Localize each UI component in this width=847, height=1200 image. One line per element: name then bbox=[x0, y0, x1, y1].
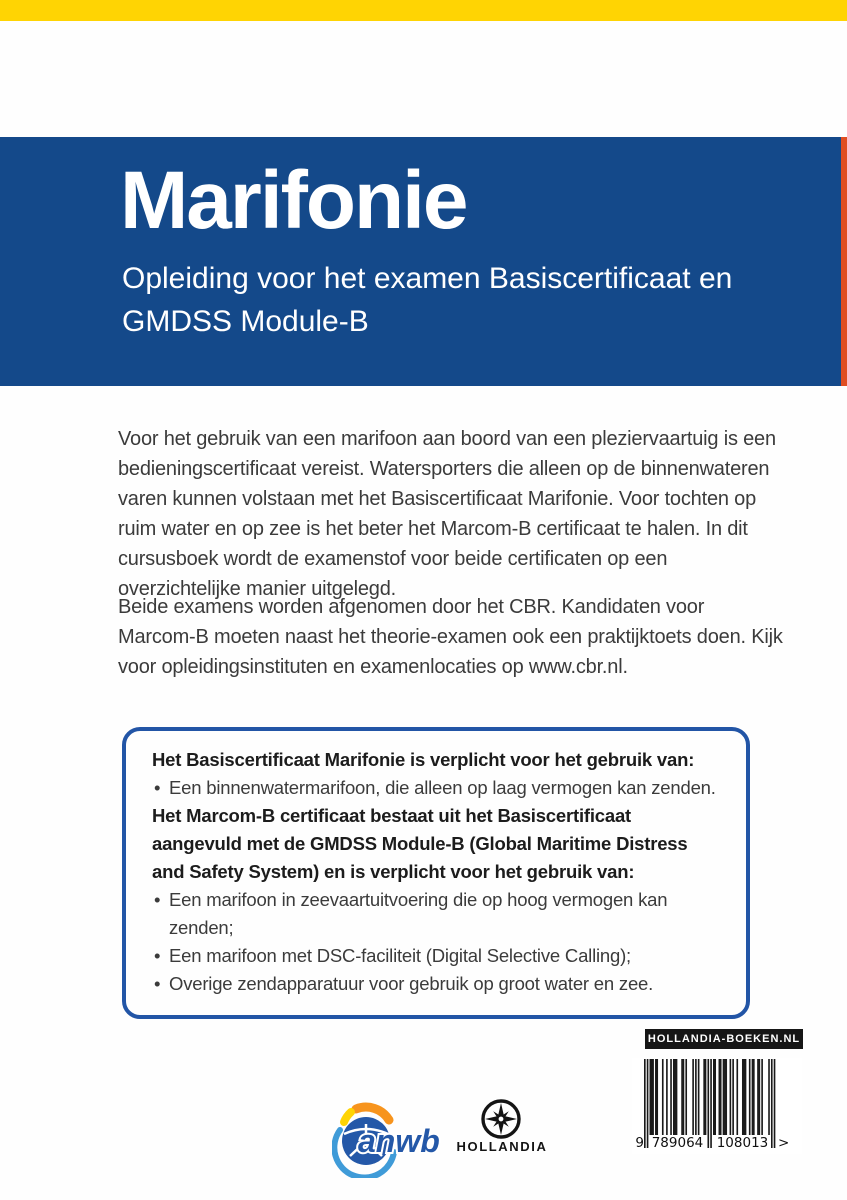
certificate-info-box bbox=[122, 727, 750, 1019]
hollandia-logo-text: HOLLANDIA bbox=[456, 1139, 548, 1154]
barcode-end-char: > bbox=[778, 1135, 790, 1151]
info-line: Het Basiscertificaat Marifonie is verplicht voor het gebruik van: bbox=[152, 749, 695, 770]
orange-accent-stripe bbox=[841, 137, 847, 386]
anwb-logo-icon bbox=[332, 1096, 444, 1178]
barcode-digit-group1: 789064 bbox=[649, 1135, 706, 1152]
isbn-barcode bbox=[632, 1058, 802, 1154]
hollandia-compass-icon bbox=[479, 1097, 523, 1141]
info-line: Het Marcom-B certificaat bestaat uit het Basiscertificaat aangevuld met de GMDSS Module-B (Global Maritime Distress and Safety System) en is verplicht voor het gebruik van: bbox=[152, 805, 688, 882]
book-title: Marifonie bbox=[120, 155, 467, 246]
info-line: • Een marifoon met DSC-faciliteit (Digital Selective Calling); bbox=[152, 942, 720, 970]
intro-paragraph: Voor het gebruik van een marifoon aan boord van een pleziervaartuig is een bedieningscertificaat vereist. Watersporters die alleen op de binnenwateren varen kunnen volstaan met het Basiscertificaat Marifonie. Voor tochten op ruim water en op zee is het beter het Marcom-B certificaat te halen. In dit cursusboek wordt de examenstof voor beide certificaten op een overzichtelijke manier uitgelegd. bbox=[118, 428, 776, 600]
info-line: • Overige zendapparatuur voor gebruik op groot water en zee. bbox=[152, 970, 720, 998]
info-line: • Een binnenwatermarifoon, die alleen op laag vermogen kan zenden. bbox=[152, 774, 720, 802]
title-panel bbox=[0, 137, 841, 386]
barcode-digit-group2: 108013 bbox=[714, 1135, 771, 1152]
barcode-digit-first: 9 bbox=[632, 1135, 644, 1152]
publisher-website-label: HOLLANDIA-BOEKEN.NL bbox=[645, 1029, 803, 1049]
info-line: • Een marifoon in zeevaartuitvoering die op hoog vermogen kan zenden; bbox=[152, 886, 720, 942]
yellow-top-band bbox=[0, 0, 847, 21]
book-subtitle: Opleiding voor het examen Basiscertificaat en GMDSS Module-B bbox=[122, 262, 733, 338]
exam-paragraph: Beide examens worden afgenomen door het CBR. Kandidaten voor Marcom-B moeten naast het theorie-examen ook een praktijktoets doen. Kijk voor opleidingsinstituten en examenlocaties op www.cbr.nl. bbox=[118, 596, 783, 678]
anwb-logo-text: anwb bbox=[358, 1123, 440, 1159]
